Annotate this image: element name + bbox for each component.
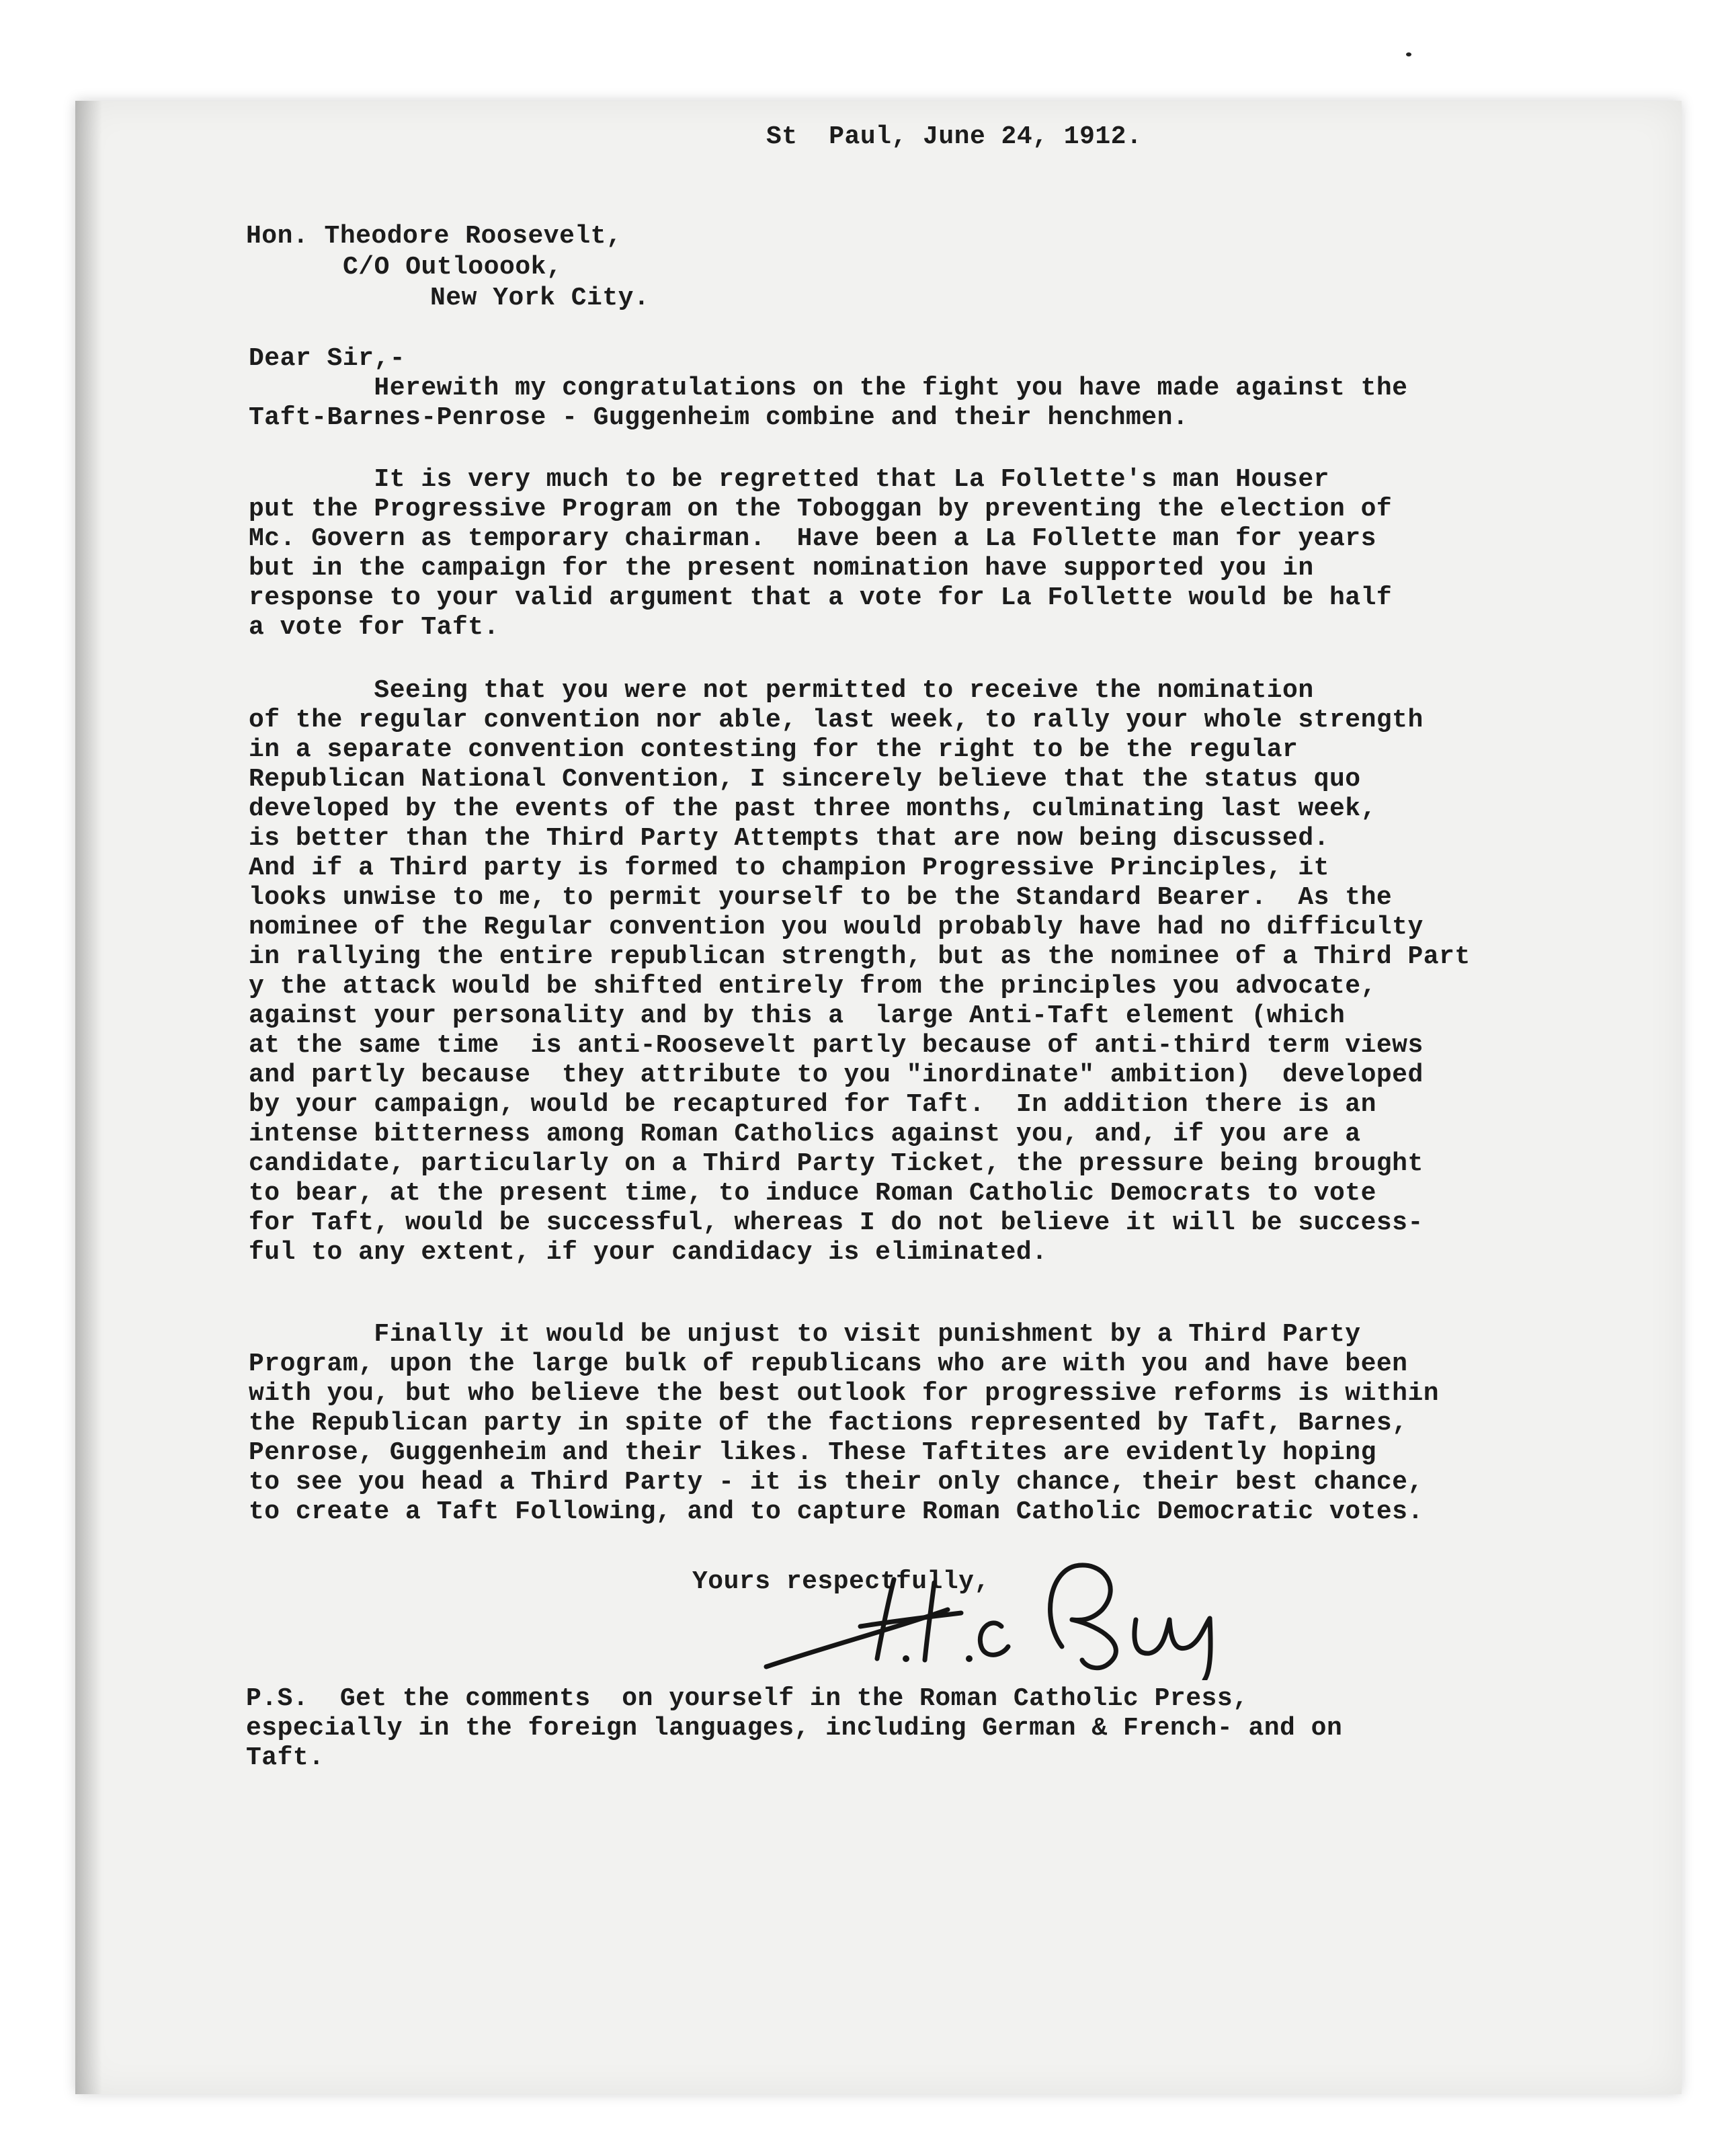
paragraph-line: response to your valid argument that a vote for La Follette would be half [249,583,1393,612]
paragraph-line: to see you head a Third Party - it is their only chance, their best chance, [249,1468,1424,1497]
paragraph-line: nominee of the Regular convention you would probably have had no difficulty [249,913,1424,942]
closing: Yours respectfully, [692,1567,990,1596]
paragraph-line: to create a Taft Following, and to capture Roman Catholic Democratic votes. [249,1497,1424,1526]
paragraph-line: a vote for Taft. [249,613,499,642]
recipient-city: New York City. [430,284,650,313]
recipient-name: Hon. Theodore Roosevelt, [246,222,622,251]
paragraph-line: looks unwise to me, to permit yourself to be the Standard Bearer. As the [249,883,1393,912]
paragraph-line: It is very much to be regretted that La Follette's man Houser [249,465,1329,494]
dust-speck [1406,52,1411,56]
paragraph-line: the Republican party in spite of the factions represented by Taft, Barnes, [249,1409,1408,1438]
paragraph-line: Penrose, Guggenheim and their likes. These Taftites are evidently hoping [249,1438,1376,1467]
paragraph-line: intense bitterness among Roman Catholics against you, and, if you are a [249,1120,1361,1149]
handwritten-signature [726,1546,1264,1680]
postscript-line: especially in the foreign languages, including German & French- and on [246,1714,1343,1743]
paragraph-line: but in the campaign for the present nomination have supported you in [249,554,1314,583]
salutation: Dear Sir,- [249,344,406,373]
paragraph-line: Taft-Barnes-Penrose - Guggenheim combine and their henchmen. [249,403,1189,432]
paragraph-line: ful to any extent, if your candidacy is eliminated. [249,1238,1048,1267]
paragraph-line: And if a Third party is formed to champion Progressive Principles, it [249,854,1329,882]
sheet-shadow [75,101,102,2094]
paragraph-line: by your campaign, would be recaptured for Taft. In addition there is an [249,1090,1376,1119]
postscript-line: P.S. Get the comments on yourself in the Roman Catholic Press, [246,1684,1249,1713]
paragraph-line: with you, but who believe the best outlook for progressive reforms is within [249,1379,1440,1408]
paragraph-line: Herewith my congratulations on the fight you have made against the [249,374,1408,403]
paragraph-line: put the Progressive Program on the Toboggan by preventing the election of [249,495,1393,524]
paragraph-line: to bear, at the present time, to induce Roman Catholic Democrats to vote [249,1179,1376,1208]
paragraph-line: at the same time is anti-Roosevelt partly because of anti-third term views [249,1031,1424,1060]
paragraph-line: in rallying the entire republican strength, but as the nominee of a Third Part [249,942,1471,971]
paragraph-line: Seeing that you were not permitted to receive the nomination [249,676,1314,705]
paragraph-line: Program, upon the large bulk of republicans who are with you and have been [249,1350,1408,1378]
paragraph-line: developed by the events of the past three months, culminating last week, [249,794,1376,823]
paragraph-line: Finally it would be unjust to visit punishment by a Third Party [249,1320,1361,1349]
paragraph-line: of the regular convention nor able, last week, to rally your whole strength [249,706,1424,735]
signature-drawing [726,1546,1264,1680]
paragraph-line: in a separate convention contesting for the right to be the regular [249,735,1299,764]
postscript-line: Taft. [246,1743,325,1772]
paragraph-line: against your personality and by this a large Anti-Taft element (which [249,1001,1346,1030]
paragraph-line: Mc. Govern as temporary chairman. Have been a La Follette man for years [249,524,1376,553]
paragraph-line: y the attack would be shifted entirely from the principles you advocate, [249,972,1376,1001]
recipient-care-of: C/O Outlooook, [343,253,563,282]
letter-date: St Paul, June 24, 1912. [766,122,1143,151]
paragraph-line: and partly because they attribute to you "inordinate" ambition) developed [249,1061,1424,1089]
paragraph-line: is better than the Third Party Attempts that are now being discussed. [249,824,1329,853]
paragraph-line: Republican National Convention, I sincerely believe that the status quo [249,765,1361,794]
paragraph-line: for Taft, would be successful, whereas I do not believe it will be success- [249,1208,1424,1237]
paragraph-line: candidate, particularly on a Third Party Ticket, the pressure being brought [249,1149,1424,1178]
